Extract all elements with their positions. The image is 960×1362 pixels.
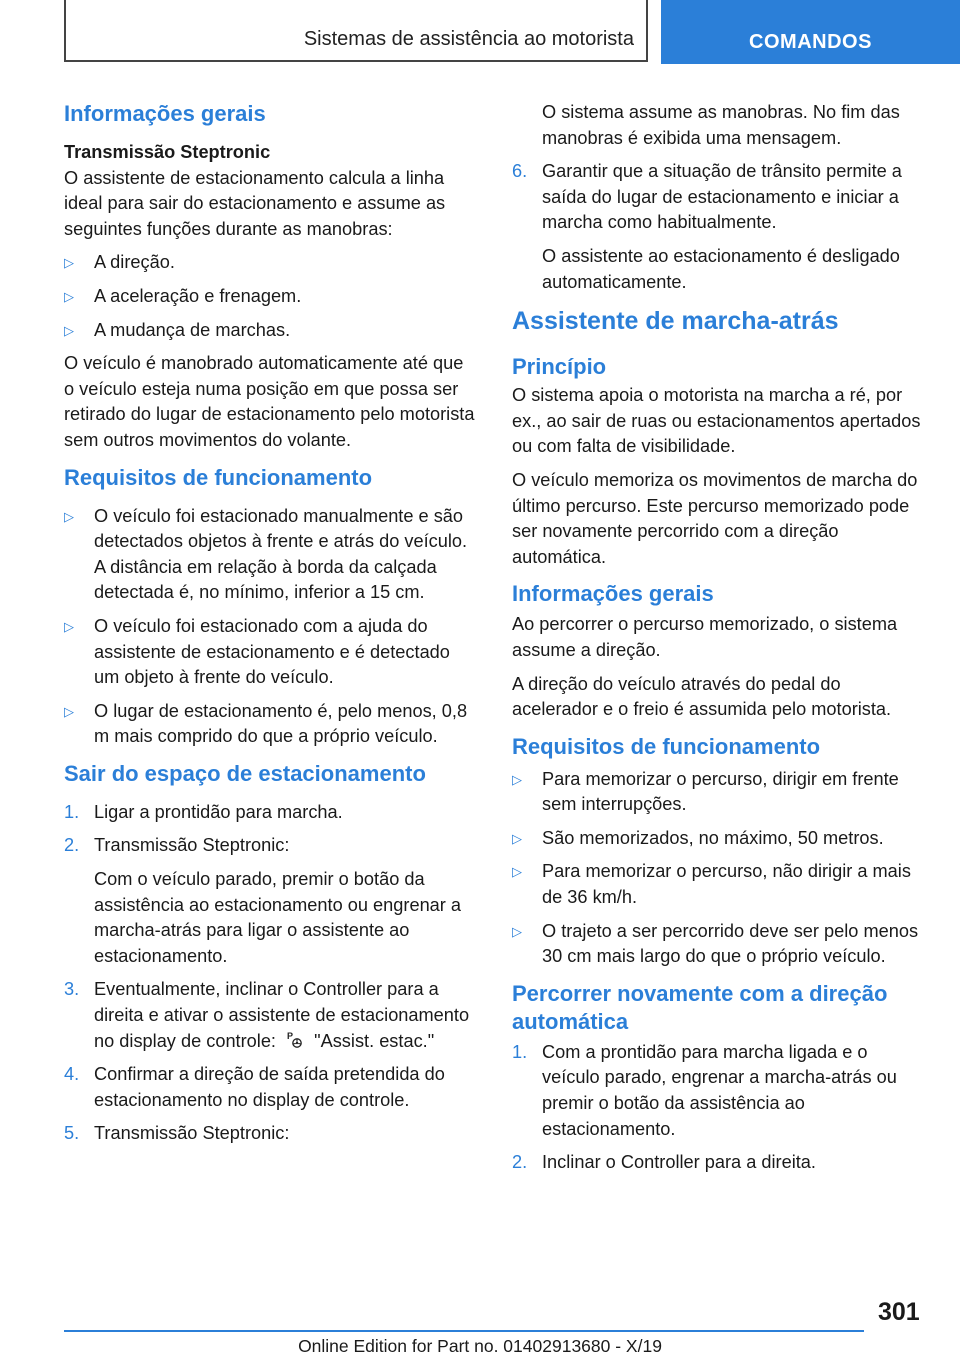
heading-requisitos-2: Requisitos de funcionamento bbox=[512, 733, 821, 759]
triangle-bullet-icon: ▷ bbox=[64, 255, 74, 271]
list-item bbox=[512, 859, 928, 910]
paragraph-vehicle: O veículo é manobrado automaticamente até que o veículo esteja numa posição em que possa ser retirado do lugar de estacionamento pelo motorista sem outros movimentos do volante. bbox=[64, 353, 475, 450]
list-item bbox=[512, 826, 928, 852]
step-subtext: O assistente ao estacionamento é desligado automaticamente. bbox=[542, 245, 900, 292]
step-text: Confirmar a direção de saída pretendida do estacionamento no display de controle. bbox=[94, 1064, 445, 1110]
list-item-text: A direção. bbox=[94, 252, 175, 273]
step-number: 2. bbox=[64, 835, 80, 856]
page-header bbox=[0, 0, 960, 66]
list-item-text: A aceleração e frenagem. bbox=[94, 285, 302, 306]
step-continuation: O sistema assume as manobras. No fim das manobras é exibida uma mensagem. bbox=[542, 102, 900, 148]
step-item bbox=[64, 977, 478, 1054]
step-number: 1. bbox=[512, 1041, 528, 1062]
step-text: Com a prontidão para marcha ligada e o veículo parado, engrenar a marcha-atrás ou premir o botão da assistência ao estacionamento. bbox=[542, 1041, 897, 1139]
step-number: 4. bbox=[64, 1064, 80, 1085]
step-number: 2. bbox=[512, 1152, 528, 1173]
list-item-text: São memorizados, no máximo, 50 metros. bbox=[542, 827, 884, 848]
paragraph-principio-2: O veículo memoriza os movimentos de marcha do último percurso. Este percurso memorizado pode ser novamente percorrido com a direção automática. bbox=[512, 469, 918, 567]
list-item bbox=[64, 318, 478, 344]
list-item-text: O veículo foi estacionado manualmente e são detectados objetos à frente e atrás do veículo. A distância em relação à borda da calçada detectada é, no mínimo, inferior a 15 cm. bbox=[94, 505, 468, 603]
footer-divider bbox=[64, 1330, 864, 1332]
step-item bbox=[64, 833, 478, 859]
chapter-tab: COMANDOS bbox=[661, 0, 960, 64]
step-number: 5. bbox=[64, 1123, 80, 1144]
step-item bbox=[64, 1121, 478, 1147]
list-item-text: A mudança de marchas. bbox=[94, 319, 291, 340]
heading-sair-espaco: Sair do espaço de estacionamento bbox=[64, 760, 426, 786]
triangle-bullet-icon: ▷ bbox=[64, 508, 74, 524]
heading-assistente-marcha-atras: Assistente de marcha-atrás bbox=[512, 307, 839, 336]
heading-principio: Princípio bbox=[512, 354, 607, 380]
left-column bbox=[64, 100, 478, 1155]
list-item-text: Para memorizar o percurso, dirigir em frente sem interrupções. bbox=[542, 768, 899, 815]
triangle-bullet-icon: ▷ bbox=[64, 618, 74, 634]
step-item bbox=[512, 159, 928, 236]
footer-edition-text: Online Edition for Part no. 01402913680 - X/19 bbox=[298, 1336, 662, 1356]
triangle-bullet-icon: ▷ bbox=[512, 771, 522, 787]
step-item bbox=[512, 1040, 928, 1142]
list-item-text: O lugar de estacionamento é, pelo menos, 0,8 m mais comprido do que a próprio veículo. bbox=[94, 700, 468, 747]
step-text: Inclinar o Controller para a direita. bbox=[542, 1152, 816, 1173]
triangle-bullet-icon: ▷ bbox=[512, 923, 522, 939]
list-item bbox=[64, 614, 478, 691]
triangle-bullet-icon: ▷ bbox=[64, 703, 74, 719]
step-text: Transmissão Steptronic: bbox=[94, 835, 290, 856]
step-number: 6. bbox=[512, 161, 528, 182]
heading-percorrer-novamente: Percorrer novamente com a direção automática bbox=[512, 980, 888, 1034]
step-number: 1. bbox=[64, 801, 80, 822]
step-number: 3. bbox=[64, 979, 80, 1000]
step-text-menu-entry: "Assist. estac." bbox=[314, 1030, 435, 1051]
list-item bbox=[64, 284, 478, 310]
list-item-text: Para memorizar o percurso, não dirigir a mais de 36 km/h. bbox=[542, 861, 911, 908]
paragraph-info-1: Ao percorrer o percurso memorizado, o sistema assume a direção. bbox=[512, 614, 898, 660]
triangle-bullet-icon: ▷ bbox=[64, 322, 74, 338]
heading-informacoes-gerais: Informações gerais bbox=[64, 101, 266, 126]
list-item bbox=[512, 767, 928, 818]
paragraph-intro: O assistente de estacionamento calcula a linha ideal para sair do estacionamento e assume as seguintes funções durante as manobras: bbox=[64, 167, 446, 239]
heading-requisitos: Requisitos de funcionamento bbox=[64, 464, 373, 490]
list-item-text: O veículo foi estacionado com a ajuda do assistente de estacionamento e é detectado um objeto à frente do veículo. bbox=[94, 615, 450, 688]
step-text: Ligar a prontidão para marcha. bbox=[94, 801, 343, 822]
heading-informacoes-gerais-2: Informações gerais bbox=[512, 581, 714, 607]
step-text: Transmissão Steptronic: bbox=[94, 1123, 290, 1144]
step-subtext: Com o veículo parado, premir o botão da assistência ao estacionamento ou engrenar a marcha-atrás para ligar o assistente ao estacionamento. bbox=[94, 869, 462, 966]
svg-text:P: P bbox=[287, 1030, 294, 1041]
subheading-transmissao: Transmissão Steptronic bbox=[64, 142, 271, 162]
step-item bbox=[512, 1150, 928, 1176]
step-item bbox=[64, 800, 478, 826]
step-text: Eventualmente, inclinar o Controller para a direita e ativar o assistente de estacionamento no display de controle: bbox=[94, 979, 470, 1051]
paragraph-principio-1: O sistema apoia o motorista na marcha a ré, por ex., ao sair de ruas ou estacionamentos apertados ou com falta de visibilidade. bbox=[512, 385, 921, 457]
triangle-bullet-icon: ▷ bbox=[64, 288, 74, 304]
triangle-bullet-icon: ▷ bbox=[512, 830, 522, 846]
paragraph-info-2: A direção do veículo através do pedal do acelerador e o freio é assumida pelo motorista. bbox=[512, 673, 892, 720]
footer-edition bbox=[0, 1336, 960, 1357]
list-item-text: O trajeto a ser percorrido deve ser pelo menos 30 cm mais largo do que o próprio veículo. bbox=[542, 920, 919, 967]
list-item bbox=[64, 699, 478, 750]
list-item bbox=[64, 250, 478, 276]
page-number: 301 bbox=[878, 1298, 920, 1326]
list-item bbox=[512, 919, 928, 970]
triangle-bullet-icon: ▷ bbox=[512, 864, 522, 880]
right-column bbox=[512, 100, 928, 1184]
list-item bbox=[64, 504, 478, 606]
parking-assistant-icon bbox=[287, 1031, 303, 1049]
step-item bbox=[64, 1062, 478, 1113]
step-text: Garantir que a situação de trânsito permite a saída do lugar de estacionamento e iniciar a marcha como habitualmente. bbox=[542, 161, 902, 233]
section-title: Sistemas de assistência ao motorista bbox=[303, 28, 634, 50]
